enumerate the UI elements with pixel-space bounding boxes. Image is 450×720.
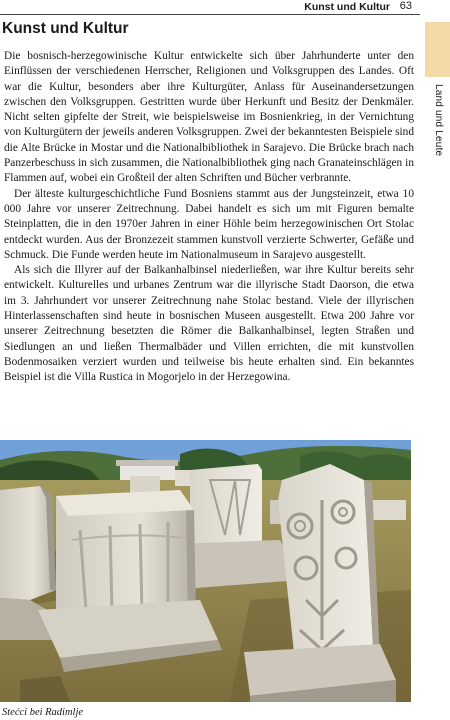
paragraph: Die bosnisch-herzegowinische Kultur entwickelte sich über Jahrhunderte unter den Einflüssen der verschiedenen Herrscher, Religionen und Volksgruppen des Landes. Oft war die Kultur, besonders aber ihre Kulturgüter, Anlass für Auseinandersetzungen zwischen den Volksgruppen. Gestritten wurde über Herkunft und Besitz der Denkmäler. Nicht selten gipfelte der Streit, wie beispielsweise im Bosnienkrieg, in der Vernichtung von Kulturgütern der jeweils anderen Volksgruppen. Zwei der bekanntesten Beispiele sind die Alte Brücke in Mostar und die Nationalbibliothek in Sarajevo. Die Brücke brach nach Panzerbeschuss in sich zusammen, die Nationalbibliothek ging nach Granateinschlägen in Flammen auf, wobei ein Großteil der alten Schriften und Bücher verbrannte.: [4, 50, 414, 185]
running-header: [0, 0, 420, 18]
header-section-title: Kunst und Kultur: [304, 1, 390, 13]
photo-caption: Stećci bei Radimlje: [2, 707, 84, 718]
chapter-thumb-tab: [425, 22, 450, 77]
chapter-side-label-text: Land und Leute: [433, 84, 444, 157]
page-number: 63: [399, 0, 412, 12]
section-title: Kunst und Kultur: [2, 20, 129, 37]
chapter-side-label: [424, 84, 450, 184]
header-rule: [0, 14, 420, 15]
paragraph: Der älteste kulturgeschichtliche Fund Bosniens stammt aus der Jungsteinzeit, etwa 10 000 Jahre vor unserer Zeitrechnung. Dabei handelt es sich um mit Figuren bemalte Steinplatten, die in den 1970er Jahren in einer Höhle beim herzegowinischen Ort Stolac entdeckt wurden. Aus der Bronzezeit stammen kunstvoll verzierte Schwerter, Gefäße und Schmuck. Die Funde werden heute im Nationalmuseum in Sarajevo ausgestellt.: [4, 187, 414, 261]
photo-stecci: [0, 440, 411, 702]
article-body: [4, 49, 414, 386]
paragraph: Als sich die Illyrer auf der Balkanhalbinsel niederließen, war ihre Kultur bereits sehr entwickelt. Kulturelles und urbanes Zentrum war die illyrische Stadt Daorson, die etwa im 3. Jahrhundert vor unserer Zeitrechnung nahe Stolac bestand. Viele der illyrischen Hinterlassenschaften sind heute in bosnischen Museen ausgestellt. Etwa 200 Jahre vor unserer Zeitrechnung besetzten die Römer die Balkanhalbinsel, legten Straßen und Siedlungen an und ließen Thermalbäder und Villen errichten, die mit kunstvollen Bodenmosaiken verziert wurden und teilweise bis heute erhalten sind. Ein bekanntes Beispiel ist die Villa Rustica in Mogorjelo in der Herzegowina.: [4, 264, 414, 384]
